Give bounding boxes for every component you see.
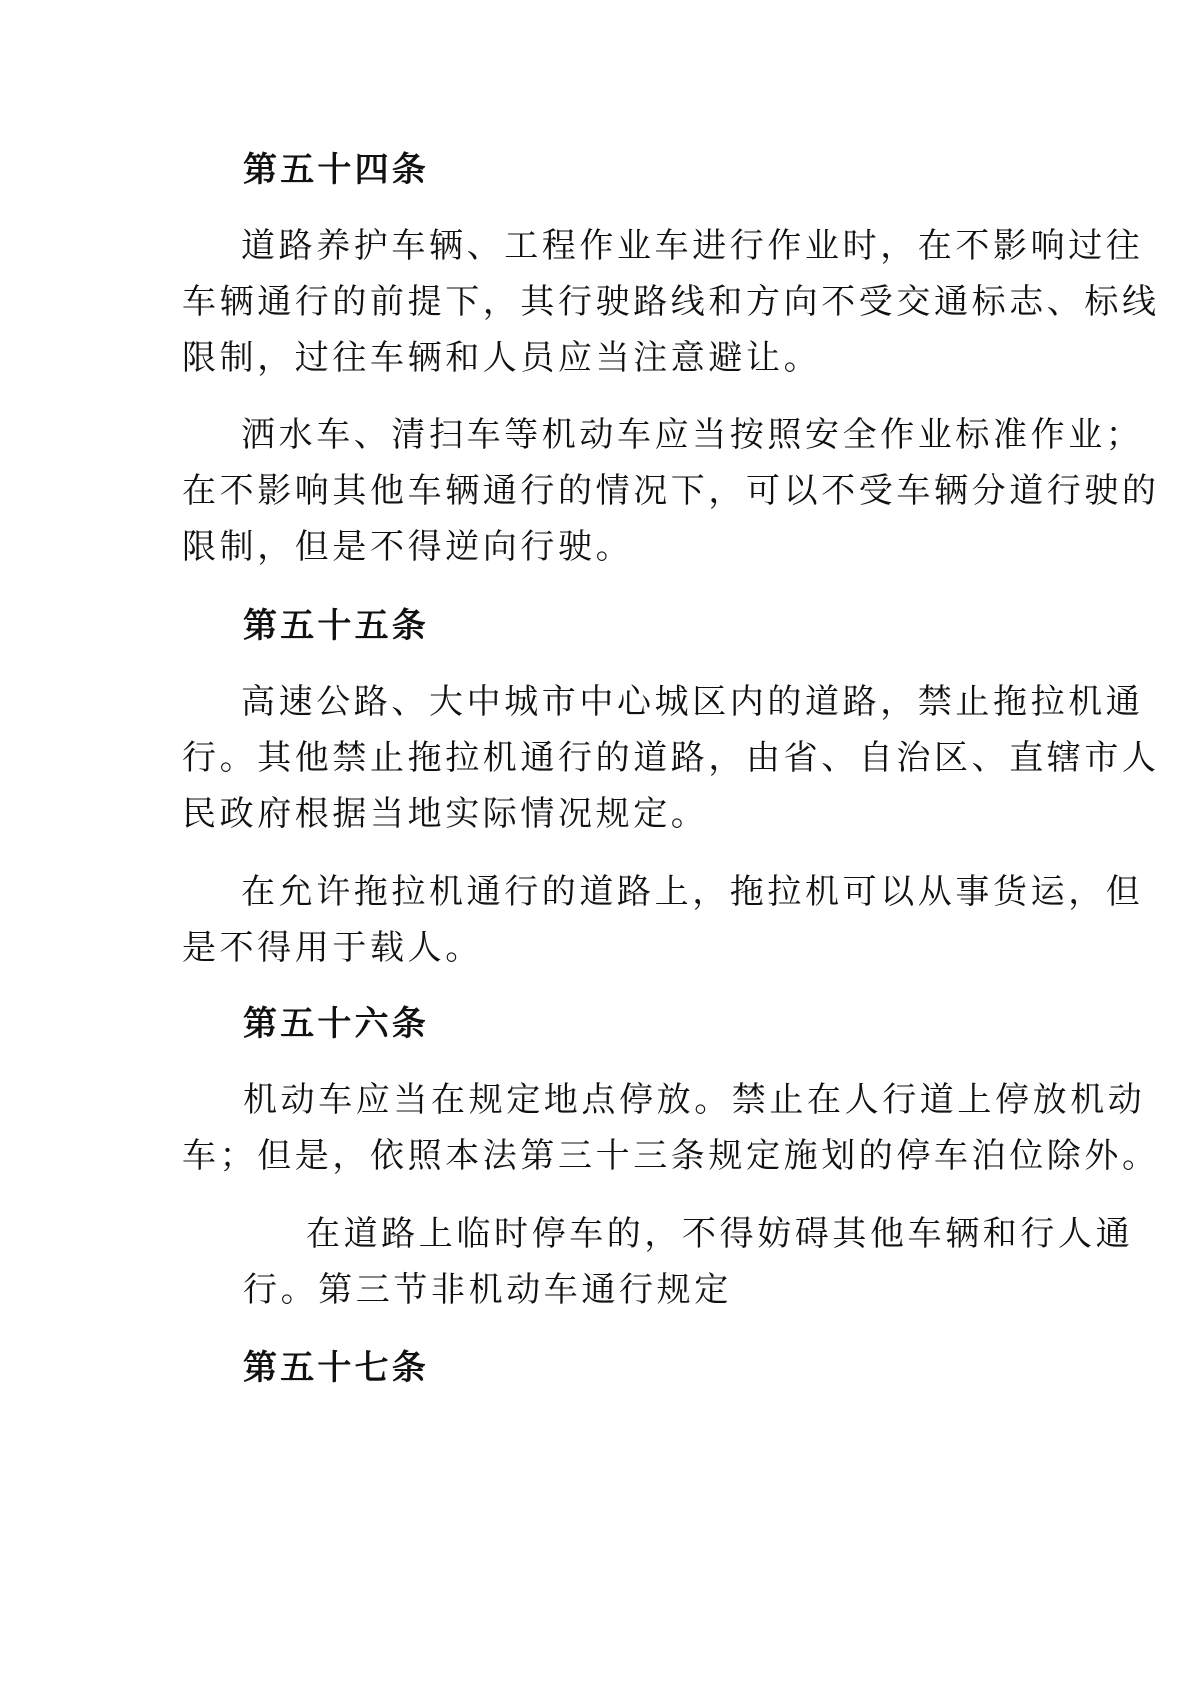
paragraph-line: 在不影响其他车辆通行的情况下，可以不受车辆分道行驶的 [182, 471, 1160, 511]
paragraph-line: 是不得用于载人。 [182, 928, 483, 968]
paragraph-line: 在允许拖拉机通行的道路上，拖拉机可以从事货运，但 [241, 872, 1144, 912]
paragraph-line: 道路养护车辆、工程作业车进行作业时，在不影响过往 [241, 226, 1144, 266]
paragraph-line: 洒水车、清扫车等机动车应当按照安全作业标准作业； [241, 415, 1144, 455]
paragraph-line: 车；但是，依照本法第三十三条规定施划的停车泊位除外。 [182, 1136, 1160, 1176]
article-heading: 第五十六条 [243, 1004, 429, 1044]
paragraph-line: 在道路上临时停车的，不得妨碍其他车辆和行人通 [306, 1214, 1134, 1254]
paragraph-line: 行。第三节非机动车通行规定 [243, 1270, 732, 1310]
article-heading: 第五十五条 [243, 606, 429, 646]
paragraph-line: 行。其他禁止拖拉机通行的道路，由省、自治区、直辖市人 [182, 738, 1160, 778]
paragraph-line: 车辆通行的前提下，其行驶路线和方向不受交通标志、标线 [182, 282, 1160, 322]
article-heading: 第五十四条 [243, 150, 429, 190]
paragraph-line: 限制，但是不得逆向行驶。 [182, 527, 634, 567]
paragraph-line: 机动车应当在规定地点停放。禁止在人行道上停放机动 [243, 1080, 1146, 1120]
paragraph-line: 高速公路、大中城市中心城区内的道路，禁止拖拉机通 [241, 682, 1144, 722]
paragraph-line: 民政府根据当地实际情况规定。 [182, 794, 709, 834]
paragraph-line: 限制，过往车辆和人员应当注意避让。 [182, 338, 822, 378]
article-heading: 第五十七条 [243, 1348, 429, 1388]
